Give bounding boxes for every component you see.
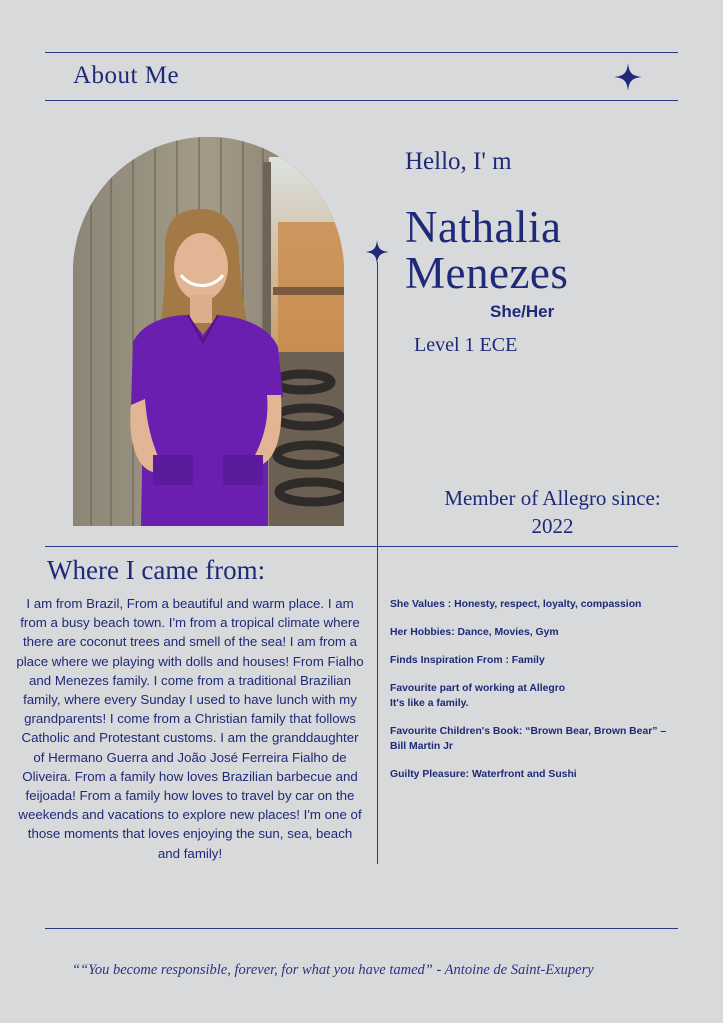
header-bottom-divider — [45, 100, 678, 101]
fact-text: Guilty Pleasure: Waterfront and Sushi — [390, 769, 577, 780]
origin-story: I am from Brazil, From a beautiful and warm place. I am from a busy beach town. I'm from a tropical climate where there are coconut trees and smell of the sea! I am from a place where we playing with dolls and houses! From Fialho and Menezes family. I come from a traditional Brazilian family, where every Sunday I used to have lunch with my grandparents! I come from a Christian family that follows Catholic and Protestant customs. I am the granddaughter of Hermano Guerra and João José Ferreira Fialho de Oliveira. From a family how loves Brazilian barbecue and feijoada! From a family how loves to travel by car on the weekends and vacations to explore new places! I'm one of those moments that loves enjoying the sun, sea, beach and family! — [16, 596, 364, 861]
fact-text-continued: It's like a family. — [390, 698, 469, 709]
section-divider — [45, 546, 678, 547]
member-since — [400, 484, 705, 540]
fact-text: Her Hobbies: Dance, Movies, Gym — [390, 627, 559, 638]
member-since-year: 2022 — [531, 514, 574, 538]
greeting: Hello, I' m — [405, 148, 512, 175]
fact-text: She Values : Honesty, respect, loyalty, compassion — [390, 599, 642, 610]
fact-text-continued: Bill Martin Jr — [390, 741, 453, 752]
fact-values — [390, 597, 690, 612]
profile-photo — [73, 137, 344, 526]
page-title: About Me — [73, 62, 180, 89]
four-point-star-icon — [614, 63, 642, 91]
vertical-divider — [377, 262, 378, 864]
quote: ““You become responsible, forever, for what you have tamed” - Antoine de Saint-Exupery — [72, 962, 594, 978]
member-since-label: Member of Allegro since: — [444, 486, 661, 510]
fact-hobbies — [390, 625, 690, 640]
fact-favourite-book — [390, 724, 690, 754]
pronouns: She/Her — [490, 302, 555, 321]
facts-list — [390, 597, 690, 795]
four-point-star-icon — [365, 240, 389, 264]
fact-text: Finds Inspiration From : Family — [390, 655, 545, 666]
job-level: Level 1 ECE — [414, 334, 518, 356]
first-name: Nathalia — [405, 202, 562, 252]
fact-text: Favourite Children's Book: “Brown Bear, Brown Bear” – — [390, 726, 667, 737]
header-top-divider — [45, 52, 678, 53]
fact-inspiration — [390, 653, 690, 668]
full-name — [405, 204, 568, 296]
footer-divider — [45, 928, 678, 929]
section-title-origin: Where I came from: — [47, 555, 266, 585]
last-name: Menezes — [405, 248, 569, 298]
fact-text: Favourite part of working at Allegro — [390, 683, 566, 694]
fact-guilty-pleasure — [390, 767, 690, 782]
fact-favourite-part — [390, 681, 690, 711]
